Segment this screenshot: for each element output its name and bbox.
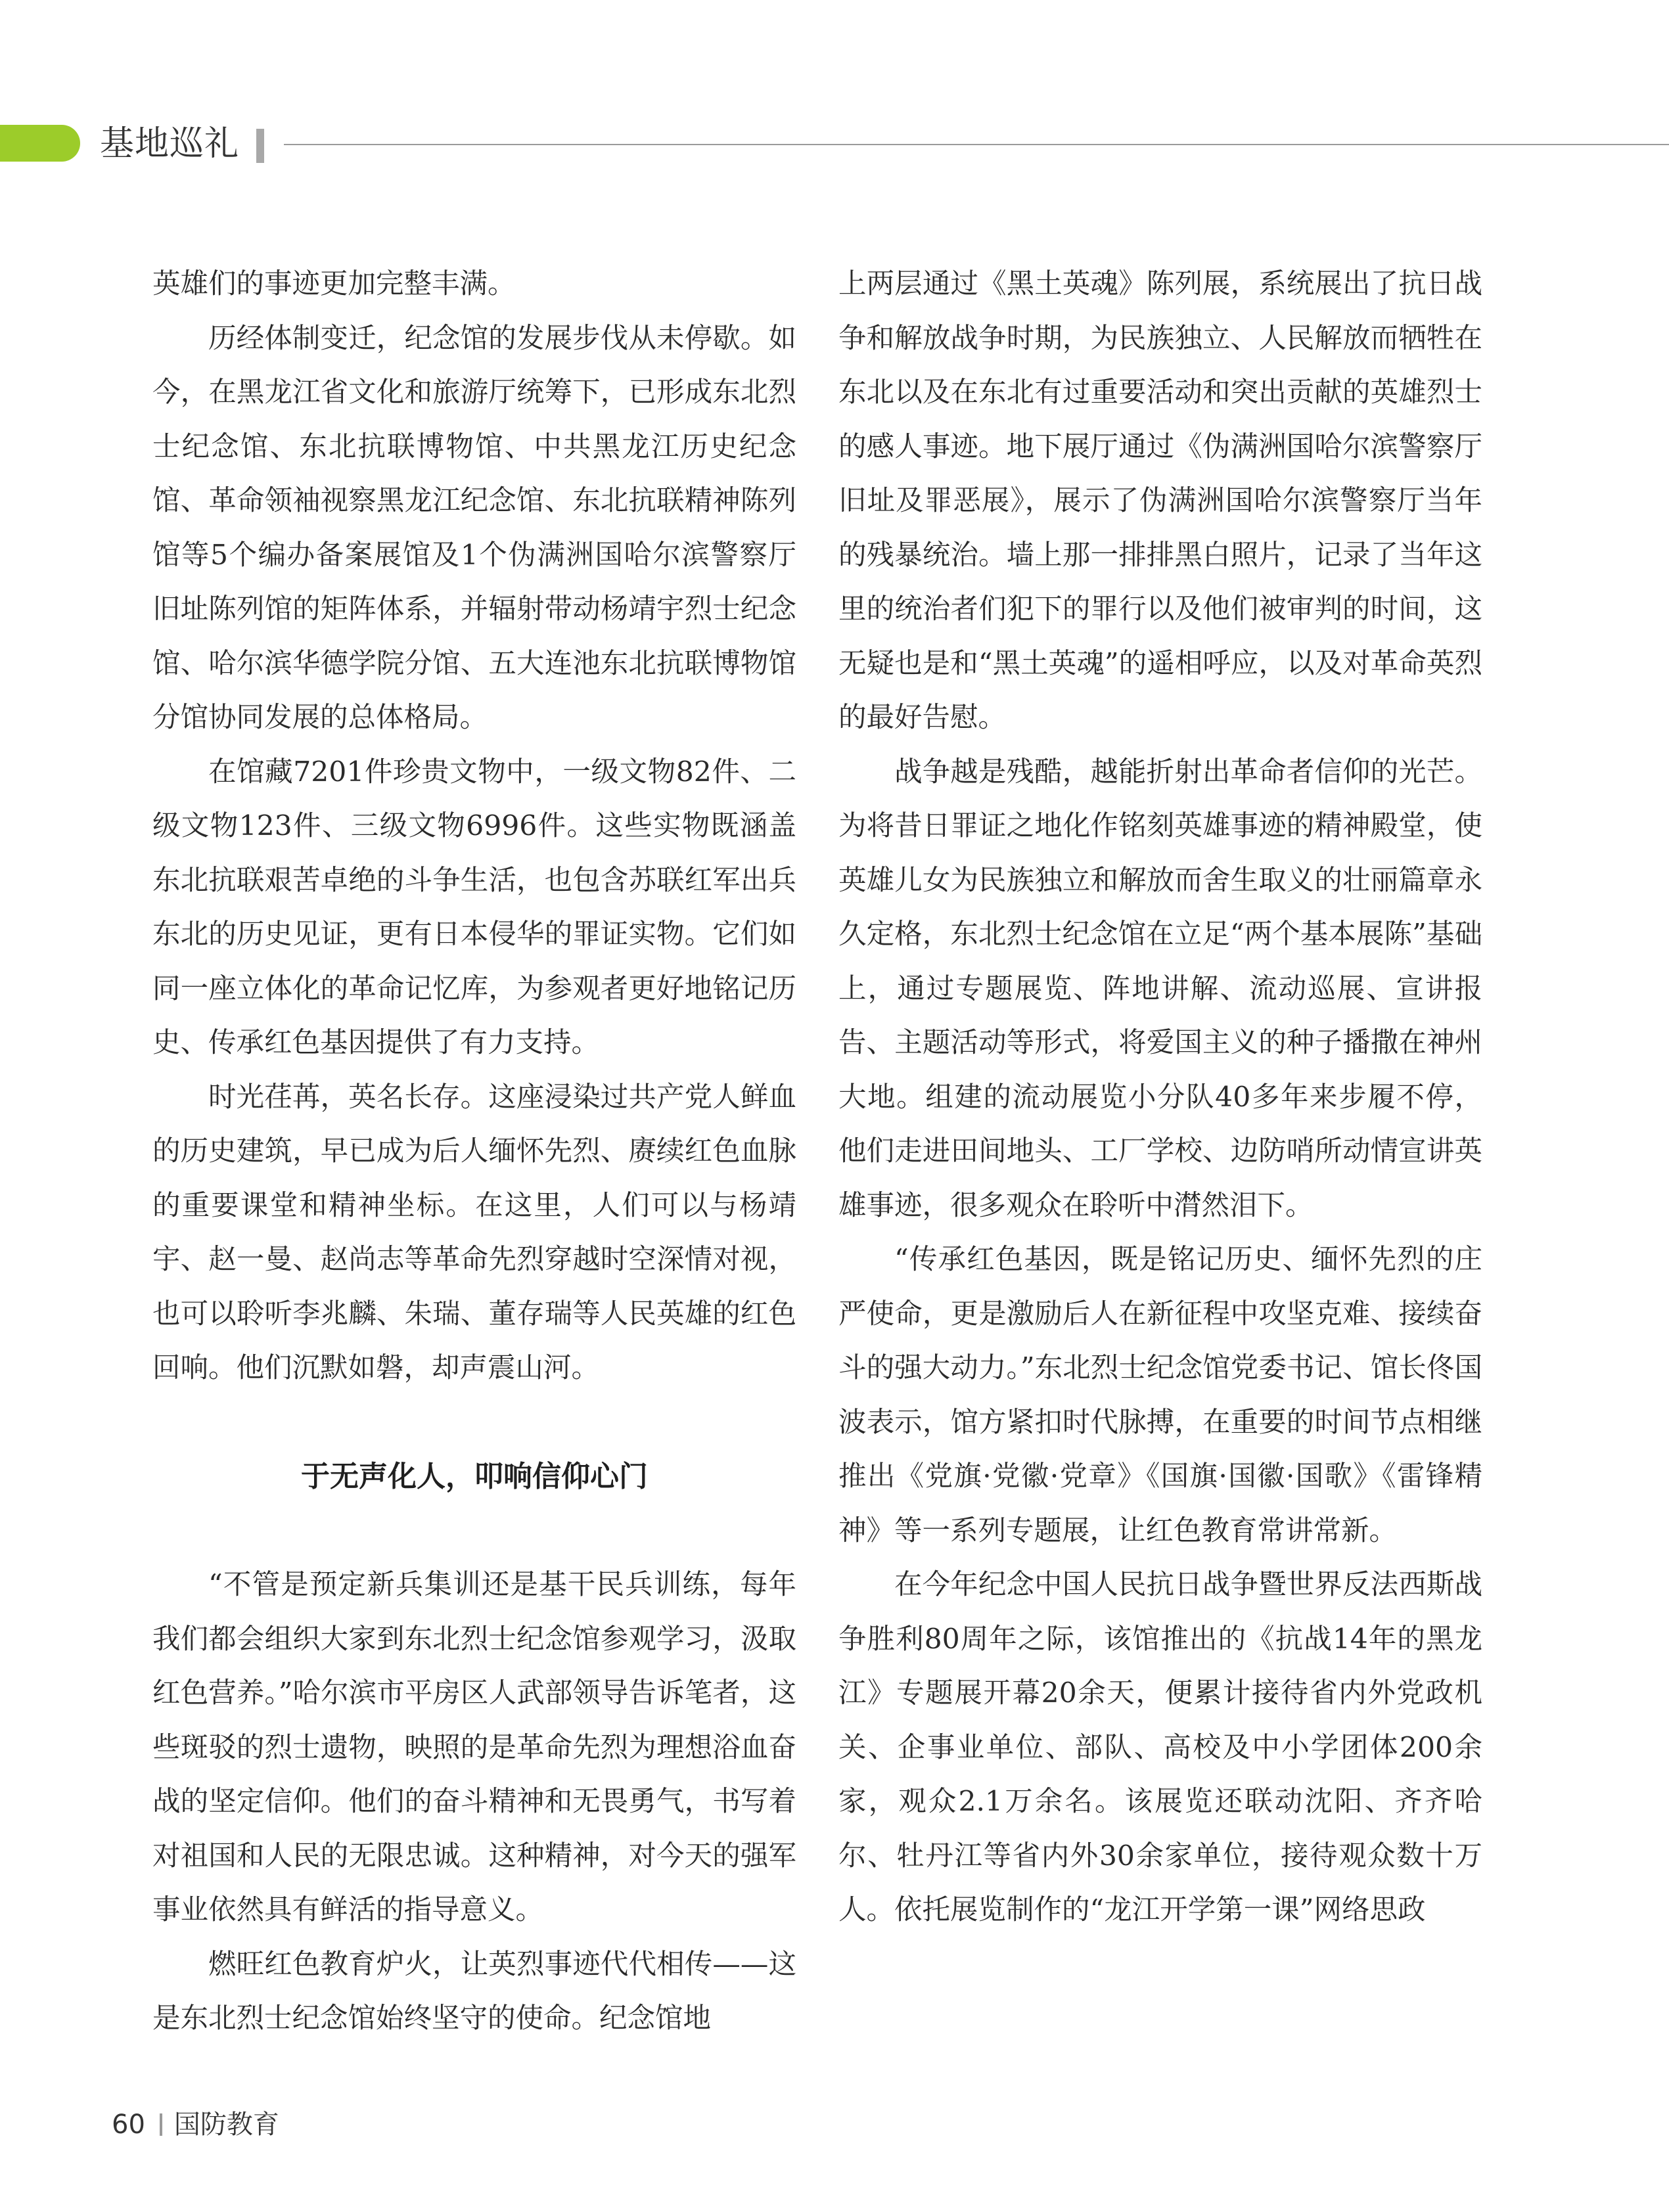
page-number: 60	[112, 2110, 145, 2140]
magazine-name: 国防教育	[173, 2110, 279, 2140]
paragraph: 历经体制变迁，纪念馆的发展步伐从未停歇。如今，在黑龙江省文化和旅游厅统筹下，已形成东北烈士纪念馆、东北抗联博物馆、中共黑龙江历史纪念馆、革命领袖视察黑龙江纪念馆、东北抗联精神陈列馆等5个编办备案展馆及1个伪满洲国哈尔滨警察厅旧址陈列馆的矩阵体系，并辐射带动杨靖宇烈士纪念馆、哈尔滨华德学院分馆、五大连池东北抗联博物馆分馆协同发展的总体格局。	[152, 322, 796, 734]
paragraph: 战争越是残酷，越能折射出革命者信仰的光芒。为将昔日罪证之地化作铭刻英雄事迹的精神殿堂，使英雄儿女为民族独立和解放而舍生取义的壮丽篇章永久定格，东北烈士纪念馆在立足“两个基本展陈”基础上，通过专题展览、阵地讲解、流动巡展、宣讲报告、主题活动等形式，将爱国主义的种子播撒在神州大地。组建的流动展览小分队40多年来步履不停，他们走进田间地头、工厂学校、边防哨所动情宣讲英雄事迹，很多观众在聆听中潸然泪下。	[838, 756, 1482, 1222]
paragraph: 燃旺红色教育炉火，让英烈事迹代代相传——这是东北烈士纪念馆始终坚守的使命。纪念馆地	[152, 1948, 796, 2035]
page-footer	[112, 2108, 279, 2142]
paragraph: 在馆藏7201件珍贵文物中，一级文物82件、二级文物123件、三级文物6996件。这些实物既涵盖东北抗联艰苦卓绝的斗争生活，也包含苏联红军出兵东北的历史见证，更有日本侵华的罪证实物。它们如同一座立体化的革命记忆库，为参观者更好地铭记历史、传承红色基因提供了有力支持。	[152, 756, 796, 1059]
paragraph: 上两层通过《黑土英魂》陈列展，系统展出了抗日战争和解放战争时期，为民族独立、人民解放而牺牲在东北以及在东北有过重要活动和突出贡献的英雄烈士的感人事迹。地下展厅通过《伪满洲国哈尔滨警察厅旧址及罪恶展》，展示了伪满洲国哈尔滨警察厅当年的残暴统治。墙上那一排排黑白照片，记录了当年这里的统治者们犯下的罪行以及他们被审判的时间，这无疑也是和“黑土英魂”的遥相呼应，以及对革命英烈的最好告慰。	[838, 268, 1482, 734]
paragraph: 时光荏苒，英名长存。这座浸染过共产党人鲜血的历史建筑，早已成为后人缅怀先烈、赓续红色血脉的重要课堂和精神坐标。在这里，人们可以与杨靖宇、赵一曼、赵尚志等革命先烈穿越时空深情对视，也可以聆听李兆麟、朱瑞、董存瑞等人民英雄的红色回响。他们沉默如磐，却声震山河。	[152, 1081, 796, 1384]
section-accent-pill	[0, 125, 80, 162]
section-title: 基地巡礼	[100, 124, 240, 164]
footer-divider	[160, 2113, 162, 2136]
paragraph: “不管是预定新兵集训还是基干民兵训练，每年我们都会组织大家到东北烈士纪念馆参观学习，汲取红色营养。”哈尔滨市平房区人武部领导告诉笔者，这些斑驳的烈士遗物，映照的是革命先烈为理想浴血奋战的坚定信仰。他们的奋斗精神和无畏勇气，书写着对祖国和人民的无限忠诚。这种精神，对今天的强军事业依然具有鲜活的指导意义。	[152, 1569, 796, 1926]
left-column	[152, 258, 796, 2046]
paragraph: “传承红色基因，既是铭记历史、缅怀先烈的庄严使命，更是激励后人在新征程中攻坚克难、接续奋斗的强大动力。”东北烈士纪念馆党委书记、馆长佟国波表示，馆方紧扣时代脉搏，在重要的时间节点相继推出《党旗·党徽·党章》《国旗·国徽·国歌》《雷锋精神》等一系列专题展，让红色教育常讲常新。	[838, 1244, 1482, 1547]
subheading: 于无声化人，叩响信仰心门	[301, 1460, 648, 1493]
paragraph: 在今年纪念中国人民抗日战争暨世界反法西斯战争胜利80周年之际，该馆推出的《抗战14年的黑龙江》专题展开幕20余天，便累计接待省内外党政机关、企事业单位、部队、高校及中小学团体200余家，观众2.1万余名。该展览还联动沈阳、齐齐哈尔、牡丹江等省内外30余家单位，接待观众数十万人。依托展览制作的“龙江开学第一课”网络思政	[838, 1569, 1482, 1926]
right-column	[838, 258, 1482, 1938]
section-title-divider	[256, 129, 264, 163]
header-rule	[284, 144, 1669, 145]
paragraph: 英雄们的事迹更加完整丰满。	[152, 268, 516, 300]
